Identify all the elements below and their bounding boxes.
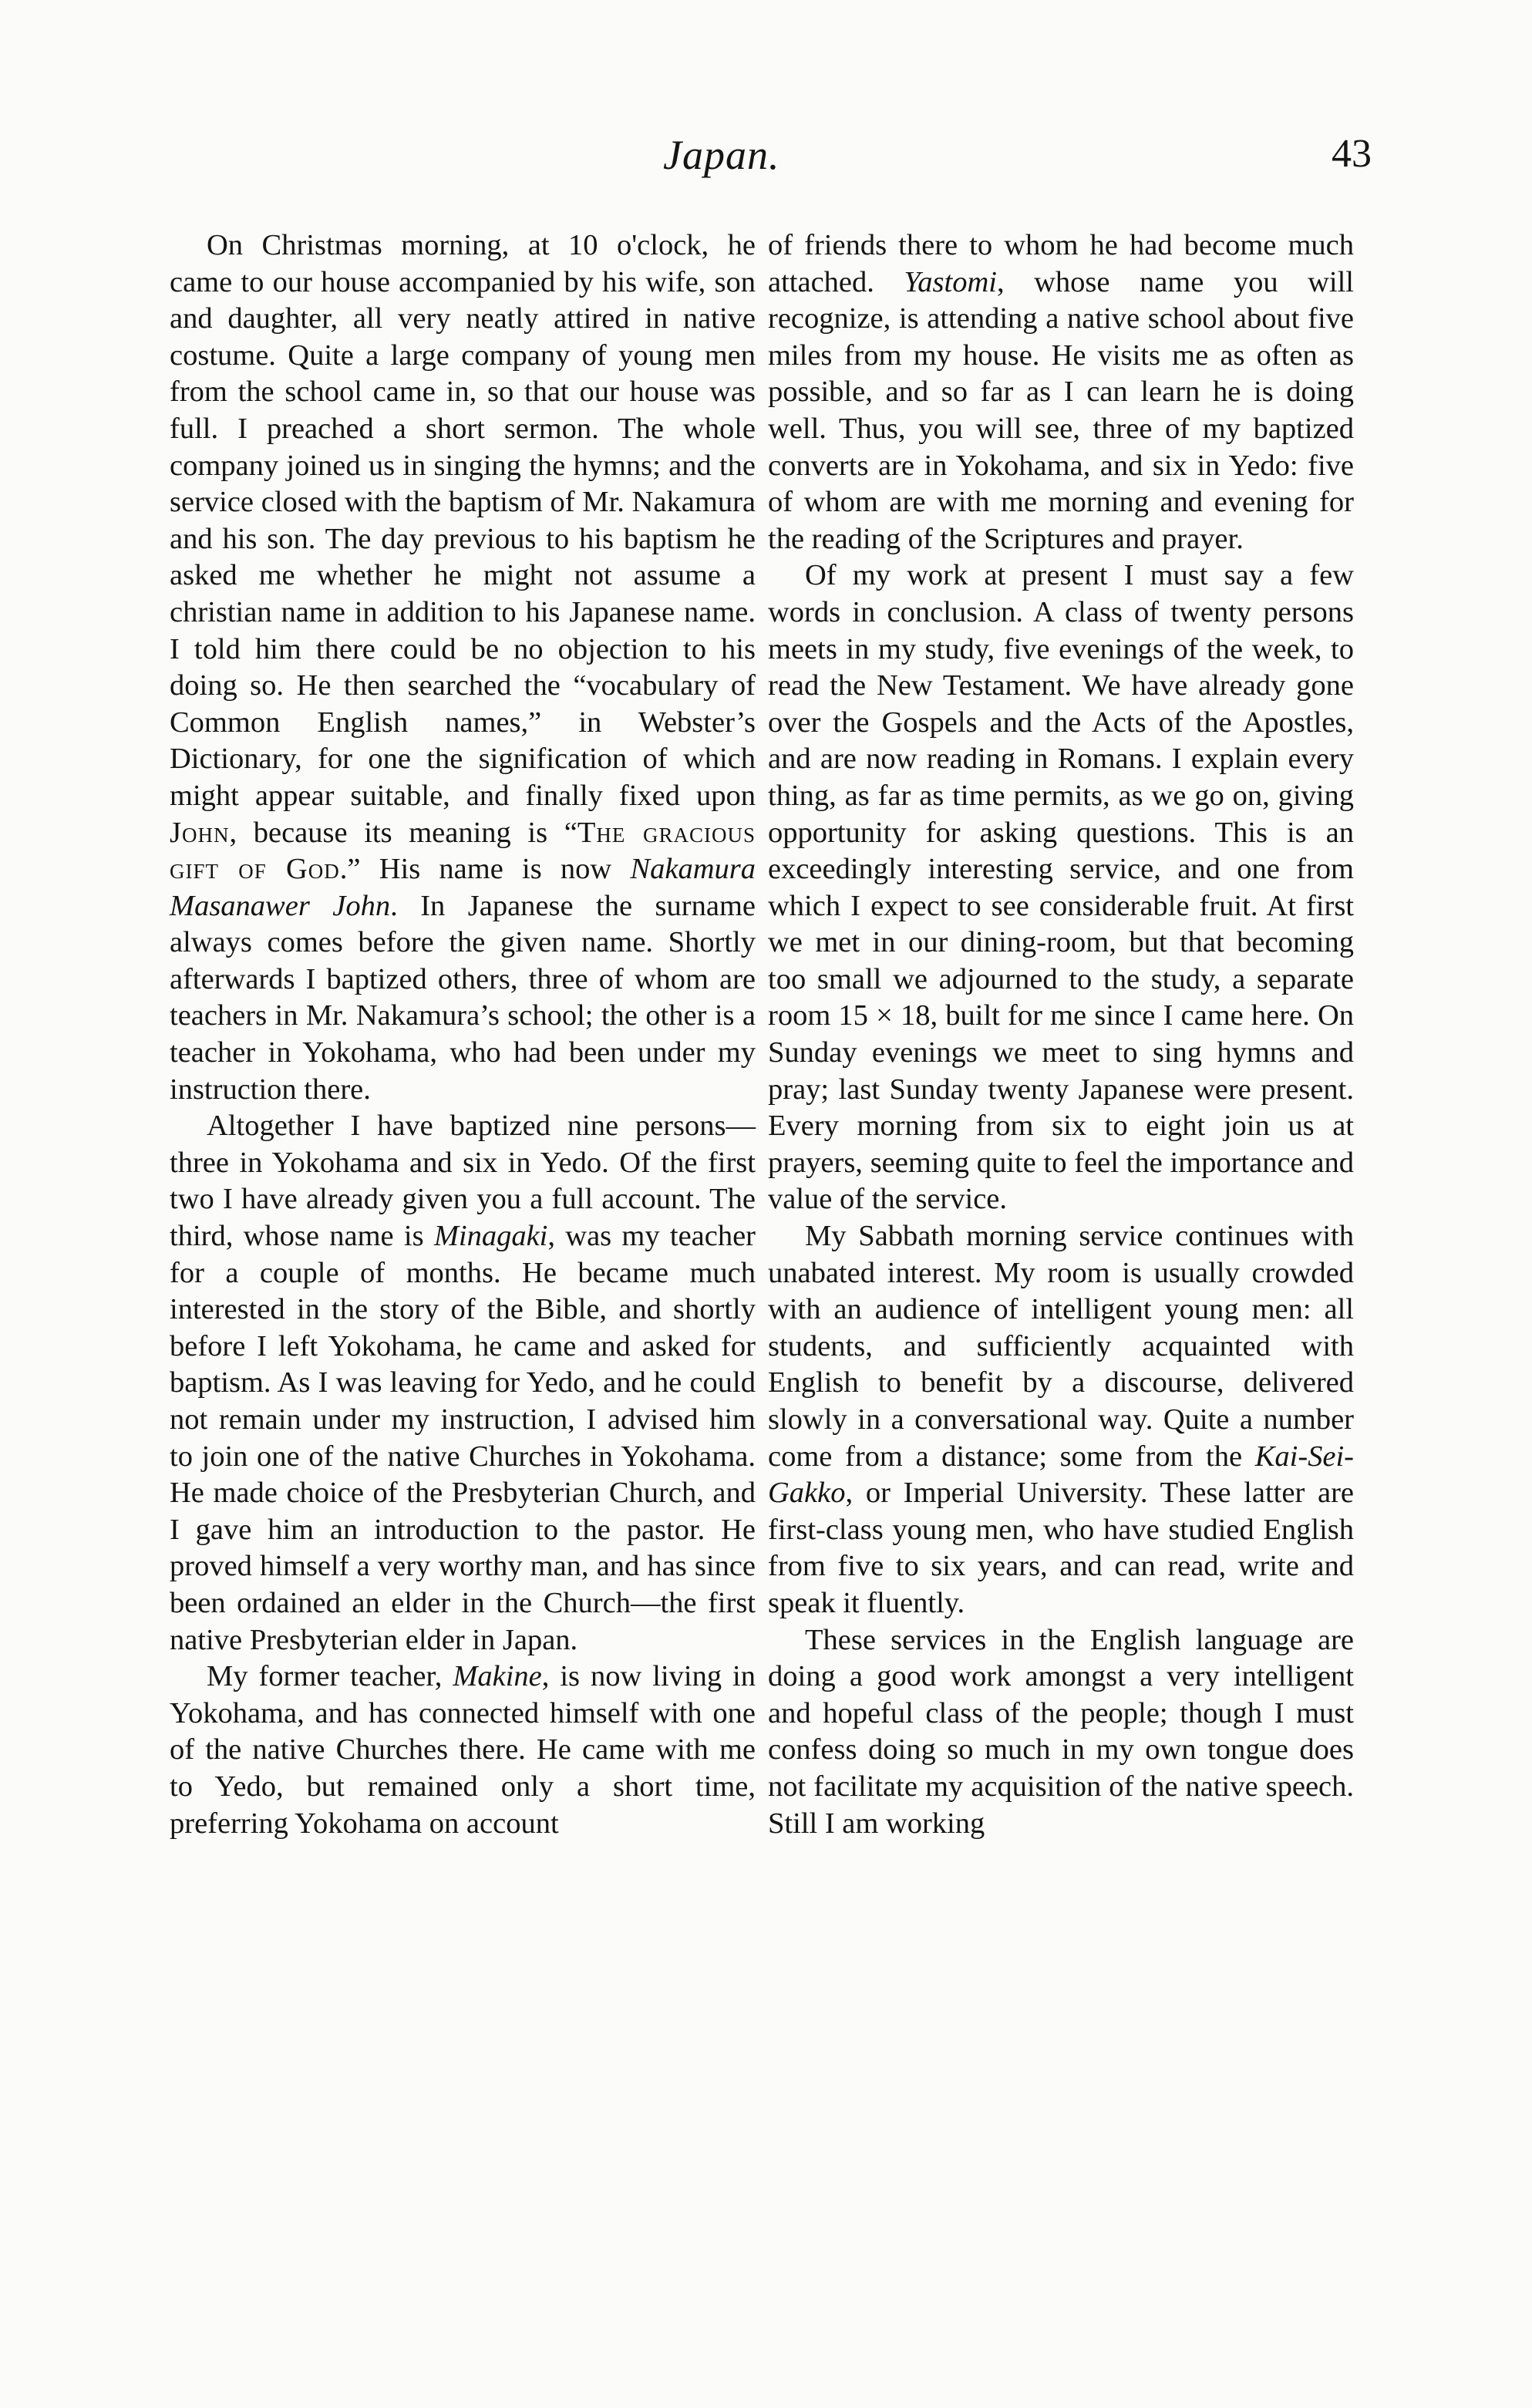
paragraph-sabbath-service (768, 1218, 1354, 1622)
text-run: Of my work at present I must say a few words in conclusion. A class of twenty persons meets in my study, five evenings of the week, to read the New Testament. We have already gone over the Gospels and the Acts of the Apostles, and are now reading in Romans. I explain every thing, as far as time permits, as we go on, giving opportunity for asking questions. This is an exceedingly interesting service, and one from which I expect to see considerable fruit. At first we met in our dining-room, but that becoming too small we adjourned to the study, a separate room 15 × 18, built for me since I came here. On Sunday evenings we meet to sing hymns and pray; last Sunday twenty Japanese were present. Every morning from six to eight join us at prayers, seeming quite to feel the importance and value of the service. (768, 559, 1354, 1216)
right-column (768, 227, 1354, 1842)
text-run: On Christmas morning, at 10 o'clock, he came to our house accompanied by his wife, son and daughter, all very neatly attired in native costume. Quite a large company of young men from the school came in, so that our house was full. I preached a short sermon. The whole company joined us in singing the hymns; and the service closed with the baptism of Mr. Nakamura and his son. The day previous to his baptism he asked me whether he might not assume a christian name in addition to his Japanese name. I told him there could be no objection to his doing so. He then searched the “vocabulary of Common English names,” in Webster’s Dictionary, for one the signification of which might appear suitable, and finally fixed upon (170, 229, 756, 812)
paragraph-nine-baptized (170, 1108, 756, 1659)
text-run: My former teacher, (207, 1660, 453, 1693)
name-meaning: The gracious gift of God (170, 816, 756, 886)
paragraph-continuation (768, 227, 1354, 557)
text-run: , because its meaning is “ (229, 816, 577, 849)
person-name: Minagaki (433, 1220, 548, 1253)
paragraph-former-teacher (170, 1659, 756, 1842)
baptismal-name: John (170, 816, 230, 849)
page-number: 43 (1332, 132, 1372, 176)
text-run: .” His name is now (339, 853, 631, 886)
person-name: Yastomi (904, 265, 997, 298)
full-name: Nakamura Masanawer John (170, 853, 756, 922)
text-run: , is now living in Yokohama, and has connected himself with one of the native Churches there. He came with me to Yedo, but remained only a short time, preferring Yokohama on account (170, 1660, 756, 1840)
person-name: Makine (453, 1660, 542, 1693)
text-run: Altogether I have baptized nine persons—three in Yokohama and six in Yedo. Of the first two I have already given you a full account. The third, whose name is (170, 1110, 756, 1253)
text-run: My Sabbath morning service continues with unabated interest. My room is usually crowded with an audience of intelligent young men: all students, and sufficiently acquainted with English to benefit by a discourse, delivered slowly in a conversational way. Quite a number come from a distance; some from the (768, 1220, 1354, 1473)
school-name: Kai-Sei-Gakko (768, 1440, 1354, 1510)
paragraph-christmas-baptism (170, 227, 756, 1108)
text-run: . In Japanese the surname always comes before the given name. Shortly afterwards I baptized others, three of whom are teachers in Mr. Nakamura’s school; the other is a teacher in Yokohama, who had been under my instruction there. (170, 889, 756, 1106)
text-run: , was my teacher for a couple of months. He became much interested in the story of the Bible, and shortly before I left Yokohama, he came and asked for baptism. As I was leaving for Yedo, and he could not remain under my instruction, I advised him to join one of the native Churches in Yokohama. He made choice of the Presbyterian Church, and I gave him an introduction to the pastor. He proved himself a very worthy man, and has since been ordained an elder in the Church—the first native Presbyterian elder in Japan. (170, 1220, 756, 1656)
paragraph-present-work (768, 557, 1354, 1218)
running-head: Japan. (663, 132, 780, 178)
left-column (170, 227, 756, 1842)
page-header (0, 131, 1532, 193)
paragraph-english-services (768, 1622, 1354, 1843)
text-run: , whose name you will recognize, is attending a native school about five miles from my house. He visits me as often as possible, and so far as I can learn he is doing well. Thus, you will see, three of my baptized converts are in Yokohama, and six in Yedo: five of whom are with me morning and evening for the reading of the Scriptures and prayer. (768, 265, 1355, 555)
text-run: , or Imperial University. These latter are first-class young men, who have studied English from five to six years, and can read, write and speak it fluently. (768, 1477, 1354, 1619)
text-run: These services in the English language are doing a good work amongst a very intelligent and hopeful class of the people; though I must confess doing so much in my own tongue does not facilitate my acquisition of the native speech. Still I am working (768, 1623, 1354, 1840)
text-run: of friends there to whom he had become much attached. (768, 229, 1354, 298)
